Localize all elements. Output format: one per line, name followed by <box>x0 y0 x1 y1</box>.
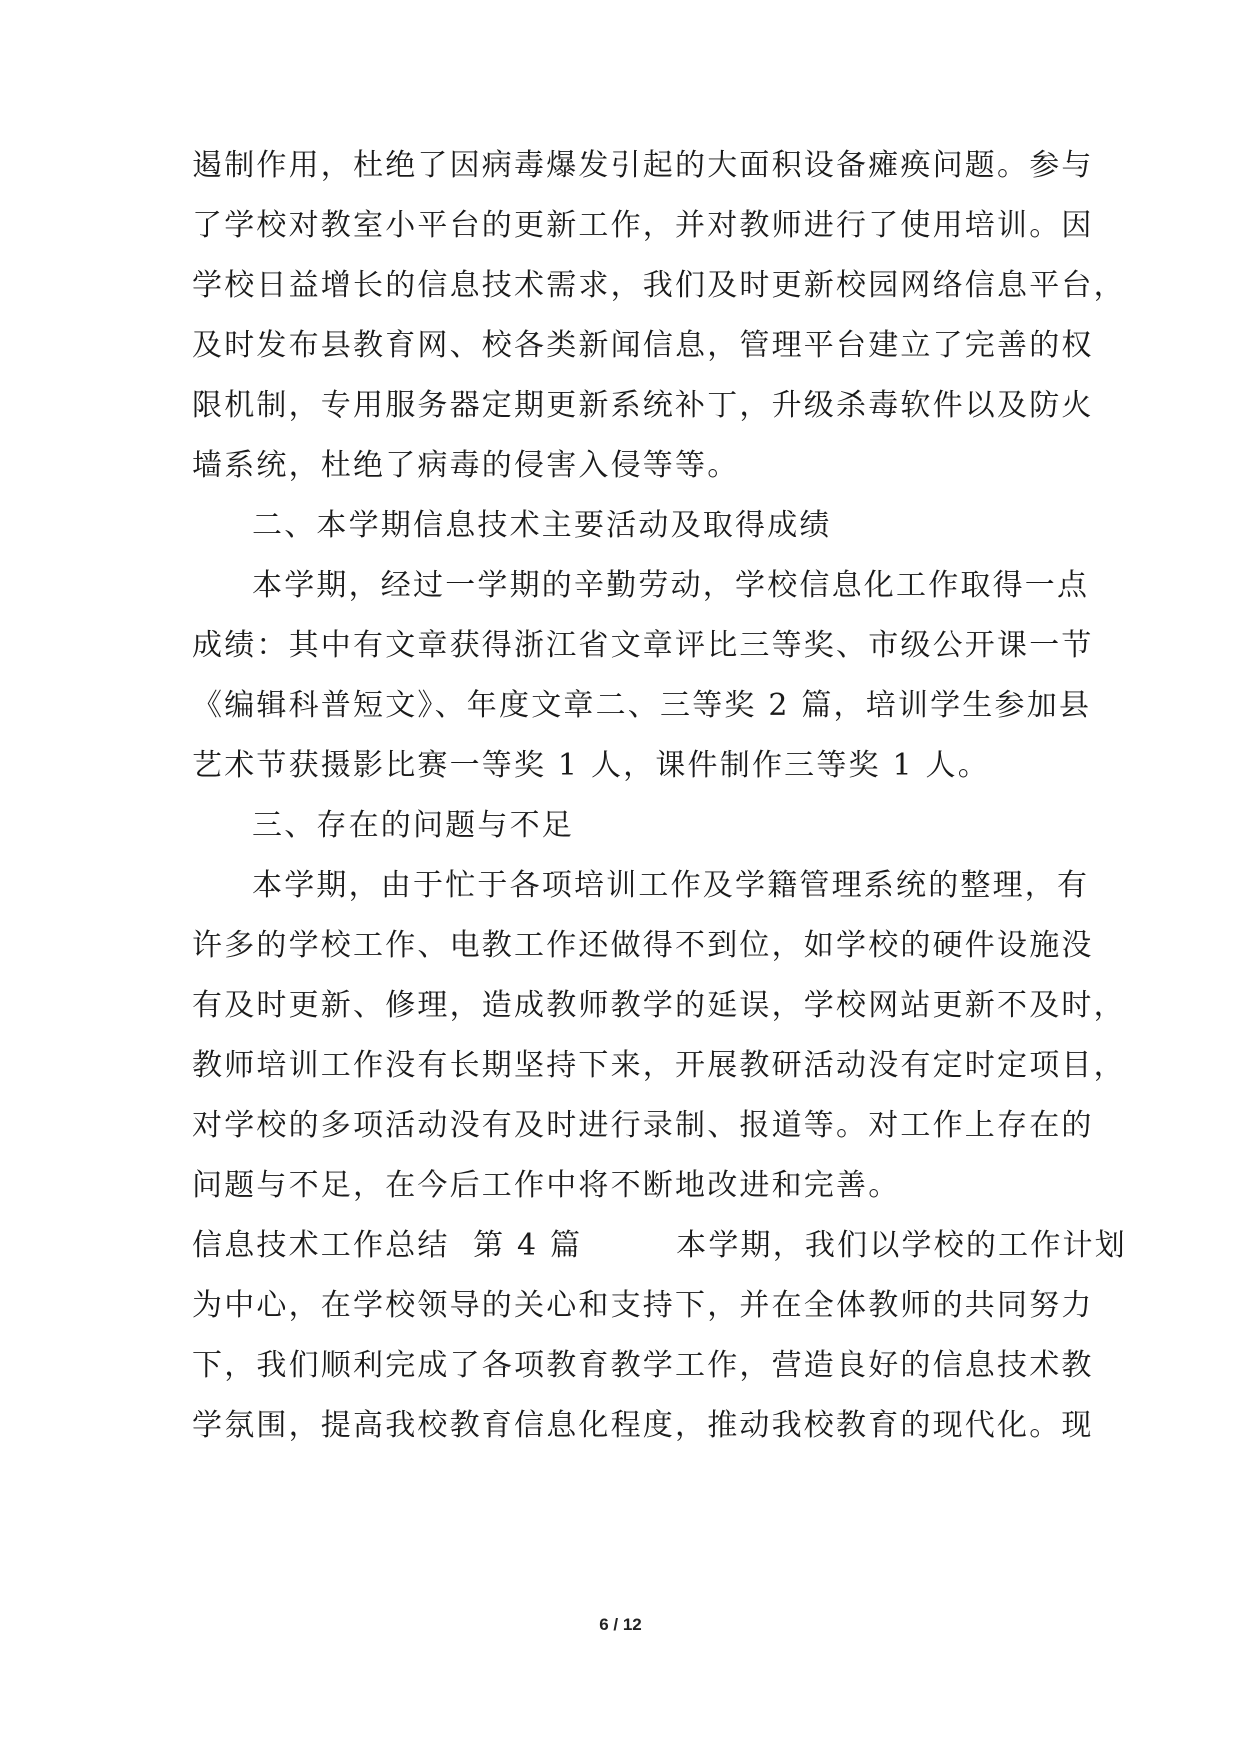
section-heading-2: 二、本学期信息技术主要活动及取得成绩 <box>252 508 832 543</box>
body-line: 许多的学校工作、电教工作还做得不到位，如学校的硬件设施没 <box>192 928 1094 963</box>
body-line: 问题与不足，在今后工作中将不断地改进和完善。 <box>192 1168 901 1203</box>
body-line: 学校日益增长的信息技术需求，我们及时更新校园网络信息平台， <box>192 268 1126 303</box>
page-number: 6 / 12 <box>599 1615 642 1634</box>
body-line: 为中心，在学校领导的关心和支持下，并在全体教师的共同努力 <box>192 1288 1094 1323</box>
body-line: 对学校的多项活动没有及时进行录制、报道等。对工作上存在的 <box>192 1108 1094 1143</box>
body-line: 教师培训工作没有长期坚持下来，开展教研活动没有定时定项目， <box>192 1048 1126 1083</box>
body-line: 本学期，由于忙于各项培训工作及学籍管理系统的整理，有 <box>252 868 1090 903</box>
body-line: 遏制作用，杜绝了因病毒爆发引起的大面积设备瘫痪问题。参与 <box>192 148 1094 183</box>
body-line: 成绩：其中有文章获得浙江省文章评比三等奖、市级公开课一节 <box>192 628 1094 663</box>
body-line: 学氛围，提高我校教育信息化程度，推动我校教育的现代化。现 <box>192 1408 1094 1443</box>
body-line: 艺术节获摄影比赛一等奖 1 人，课件制作三等奖 1 人。 <box>192 748 990 783</box>
body-line: 下，我们顺利完成了各项教育教学工作，营造良好的信息技术教 <box>192 1348 1094 1383</box>
article-title-line: 信息技术工作总结 第 4 篇 本学期，我们以学校的工作计划 <box>192 1228 1127 1263</box>
body-line: 本学期，经过一学期的辛勤劳动，学校信息化工作取得一点 <box>252 568 1090 603</box>
body-line: 《编辑科普短文》、年度文章二、三等奖 2 篇，培训学生参加县 <box>192 688 1092 723</box>
body-line: 了学校对教室小平台的更新工作，并对教师进行了使用培训。因 <box>192 208 1094 243</box>
body-line: 有及时更新、修理，造成教师教学的延误，学校网站更新不及时， <box>192 988 1126 1023</box>
body-line: 限机制，专用服务器定期更新系统补丁，升级杀毒软件以及防火 <box>192 388 1094 423</box>
body-line: 墙系统，杜绝了病毒的侵害入侵等等。 <box>192 448 740 483</box>
section-heading-3: 三、存在的问题与不足 <box>252 808 574 843</box>
body-line: 及时发布县教育网、校各类新闻信息，管理平台建立了完善的权 <box>192 328 1094 363</box>
